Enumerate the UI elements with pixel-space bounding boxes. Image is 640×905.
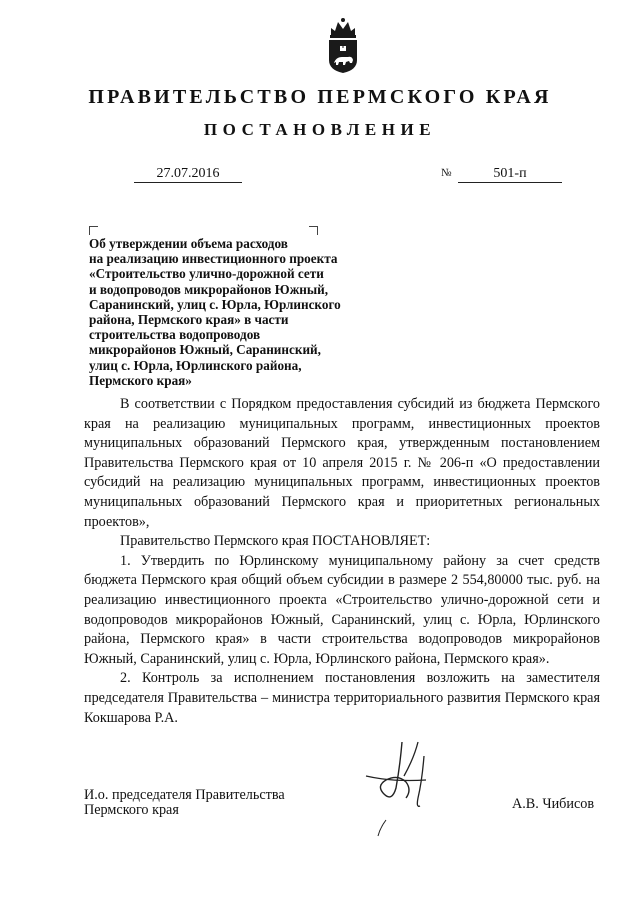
subject-line: Пермского края»: [89, 372, 192, 388]
subject-line: Саранинский, улиц с. Юрла, Юрлинского: [89, 296, 341, 312]
signatory-position: [84, 788, 285, 818]
subject-line: микрорайонов Южный, Саранинский,: [89, 342, 321, 358]
subject-line: Об утверждении объема расходов: [89, 236, 288, 251]
subject-line: на реализацию инвестиционного проекта: [89, 251, 338, 267]
document-type: ПОСТАНОВЛЕНИЕ: [203, 120, 437, 139]
signatory-position-line: Пермского края: [84, 802, 179, 818]
signatory-position-line: И.о. председателя Правительства: [84, 787, 285, 803]
subject-line: «Строительство улично-дорожной сети: [89, 266, 324, 282]
document-number: 501-п: [458, 165, 562, 183]
subject-corner-mark-right: [309, 226, 318, 235]
signatory-name: А.В. Чибисов: [512, 796, 595, 812]
document-body: [84, 395, 600, 728]
handwritten-signature-icon: [362, 736, 462, 840]
document-date: 27.07.2016: [134, 165, 242, 183]
body-paragraph-resolves: Правительство Пермского края ПОСТАНОВЛЯЕТ:: [120, 533, 431, 550]
body-paragraph-item-1: 1. Утвердить по Юрлинскому муниципальному району за счет средств бюджета Пермского края общий объем субсидии в размере 2 554,80000 тыс. руб. на реализацию инвестиционного проекта «Строительство улично-дорожной сети и водопроводов микрорайонов Южный, Саранинский, улиц с. Юрла, Юрлинского района, Пермского края» в части строительства водопроводов микрорайонов Южный, Саранинский, улиц с. Юрла, Юрлинского района, Пермского края».: [84, 552, 600, 667]
coat-of-arms-icon: [326, 16, 360, 74]
body-paragraph-item-2: 2. Контроль за исполнением постановления возложить на заместителя председателя Правительства – министра территориального развития Пермского края Кокшарова Р.А.: [84, 670, 600, 726]
subject-line: и водопроводов микрорайонов Южный,: [89, 281, 329, 297]
government-title: ПРАВИТЕЛЬСТВО ПЕРМСКОГО КРАЯ: [88, 86, 552, 108]
subject-line: района, Пермского края» в части: [89, 312, 289, 328]
body-paragraph-preamble: В соответствии с Порядком предоставления субсидий из бюджета Пермского края на реализацию муниципальных программ, инвестиционных проектов муниципальных образований Пермского края, утвержденным постановлением Правительства Пермского края от 10 апреля 2015 г. № 206-п «О предоставлении субсидий на реализацию муниципальных программ, инвестиционных проектов муниципальных образований Пермского края и приоритетных региональных проектов»,: [84, 396, 600, 530]
subject-line: строительства водопроводов: [89, 327, 261, 343]
document-subject: [89, 236, 389, 388]
number-label: №: [441, 167, 452, 179]
subject-line: улиц с. Юрла, Юрлинского района,: [89, 357, 302, 373]
subject-corner-mark-left: [89, 226, 98, 235]
